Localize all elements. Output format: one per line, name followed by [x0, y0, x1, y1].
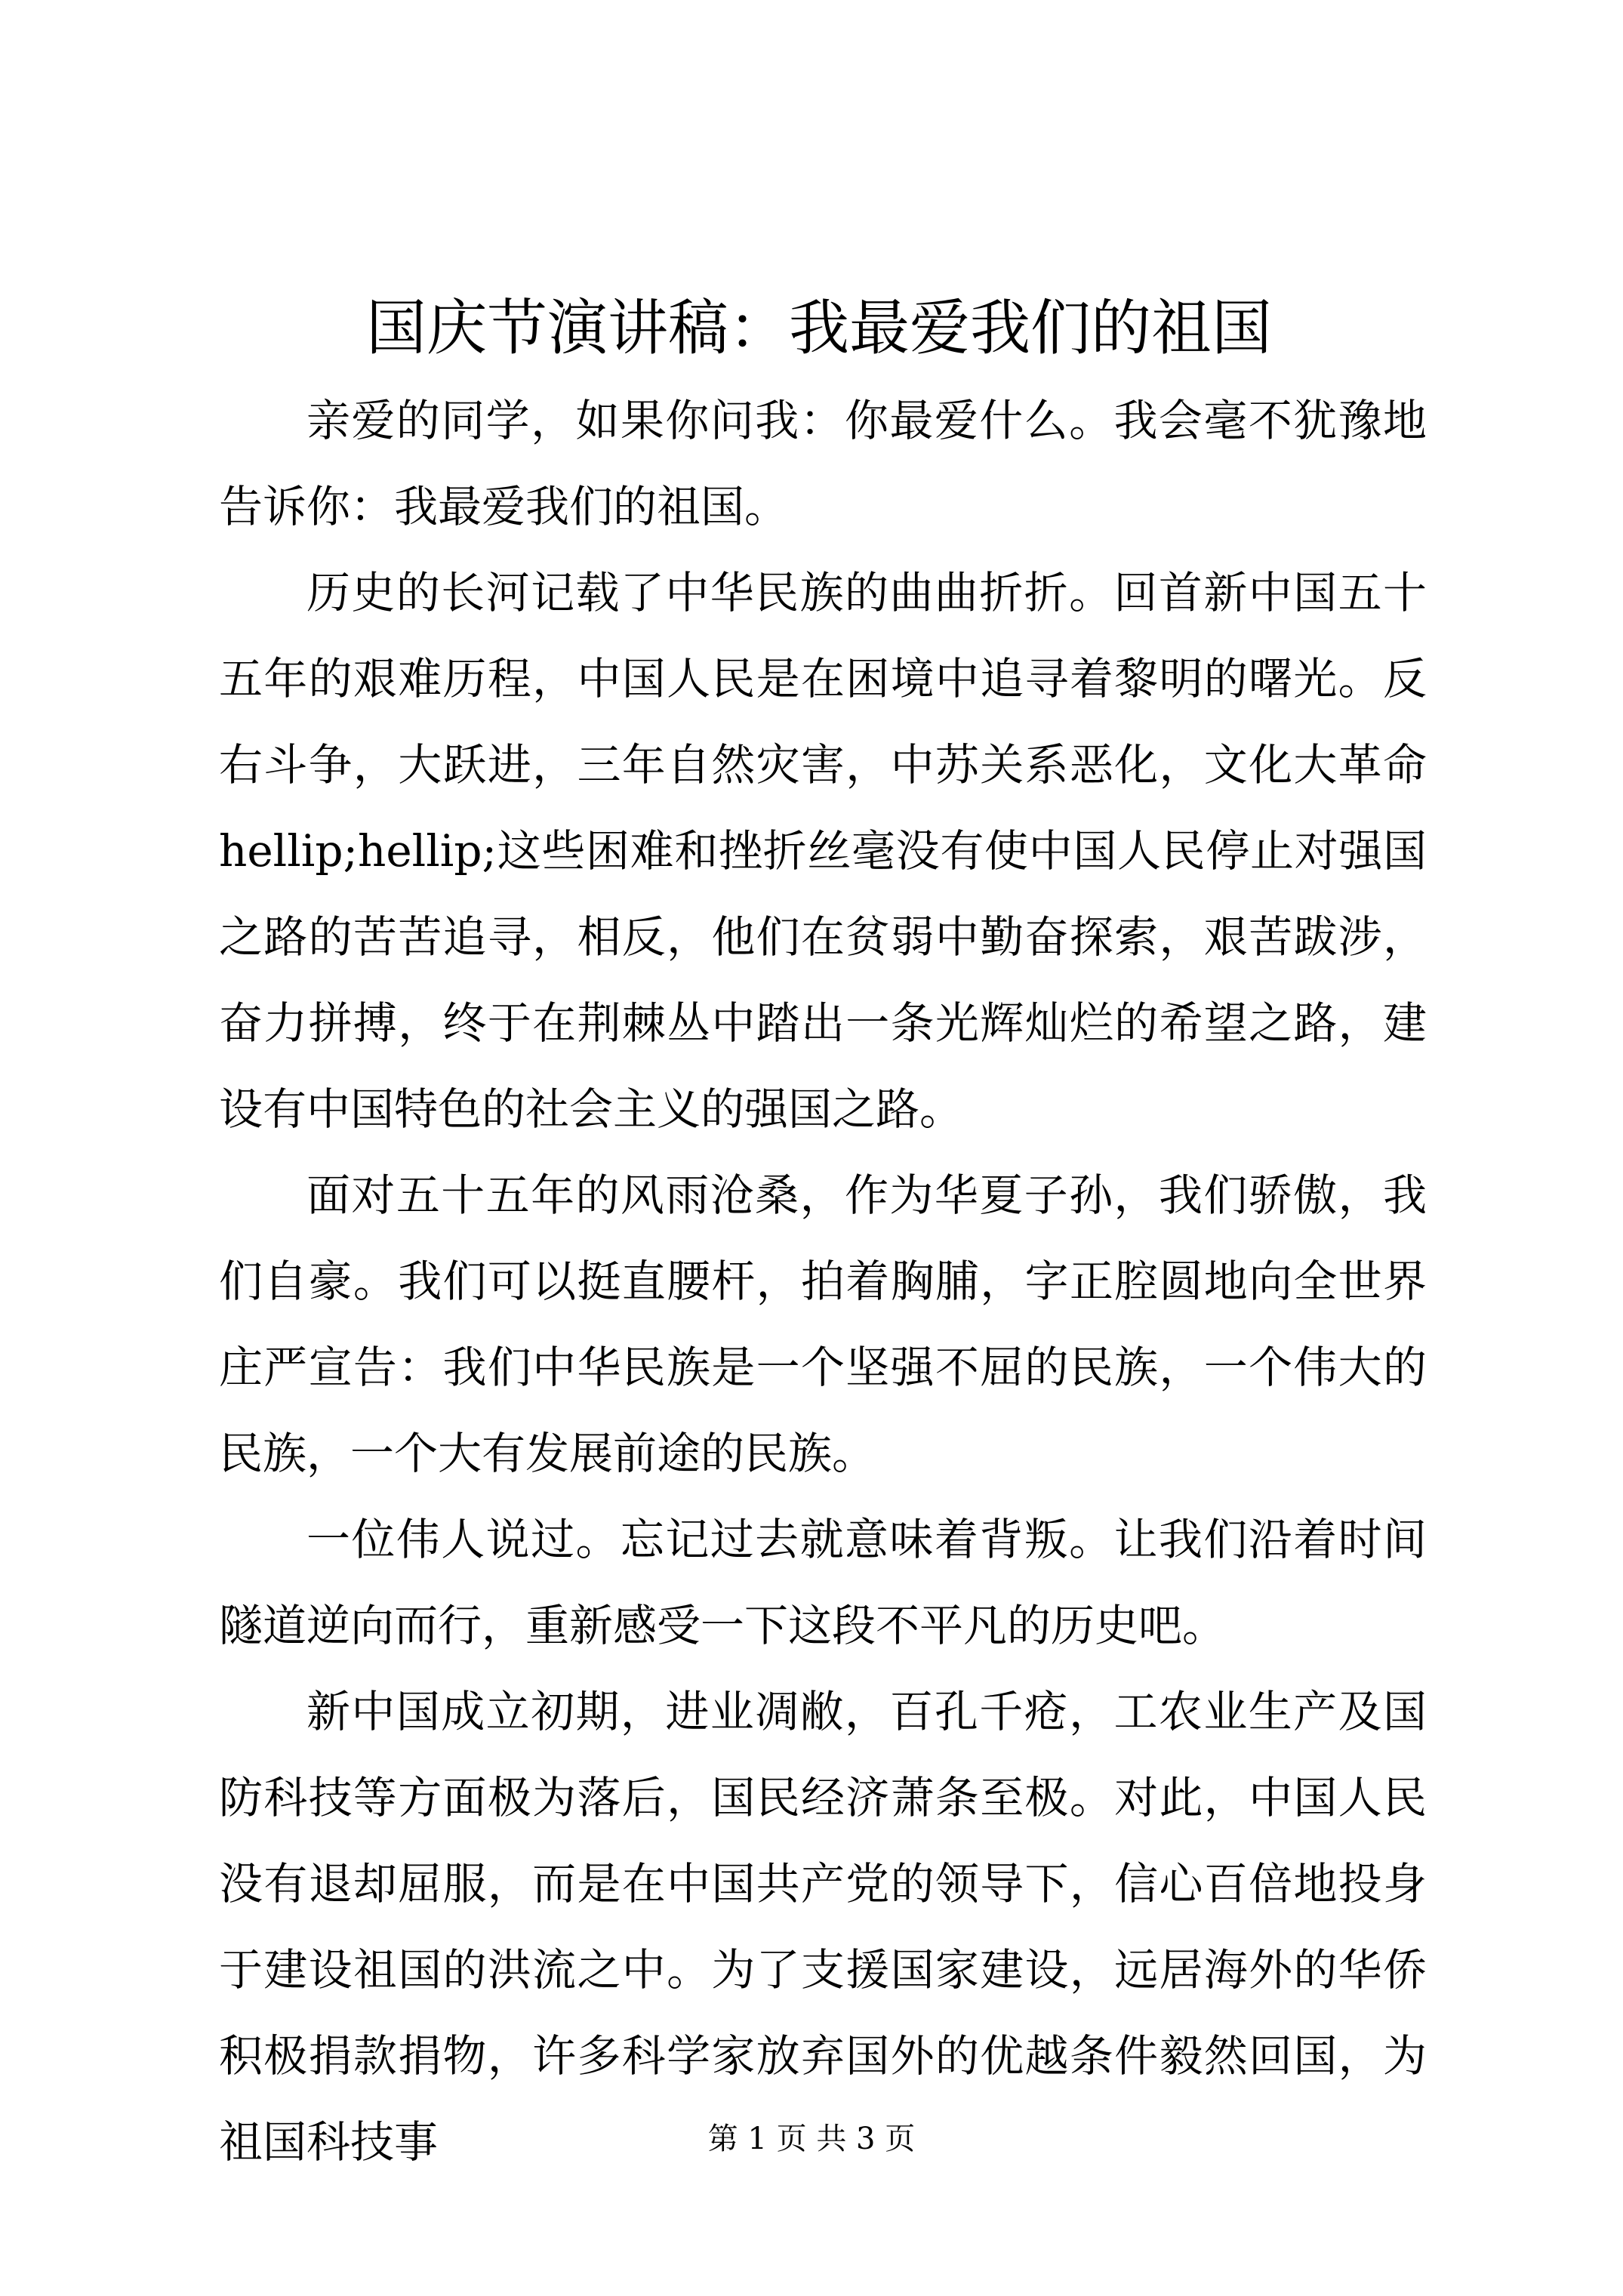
- paragraph-2: 历史的长河记载了中华民族的曲曲折折。回首新中国五十五年的艰难历程，中国人民是在困境中追寻着黎明的曙光。反右斗争，大跃进，三年自然灾害，中苏关系恶化，文化大革命hellip;hellip;这些困难和挫折丝毫没有使中国人民停止对强国之路的苦苦追寻，相反，他们在贫弱中勤奋探索，艰苦跋涉，奋力拼搏，终于在荆棘丛中踏出一条光辉灿烂的希望之路，建设有中国特色的社会主义的强国之路。: [219, 567, 1427, 1135]
- page-title: 国庆节演讲稿：我最爱我们的祖国: [366, 293, 1272, 363]
- paragraph-1: 亲爱的同学，如果你问我：你最爱什么。我会毫不犹豫地告诉你：我最爱我们的祖国。: [219, 395, 1427, 532]
- document-body: [219, 378, 1427, 2185]
- page-footer: 第 1 页 共 3 页: [707, 2122, 916, 2156]
- paragraph-4: 一位伟人说过。忘记过去就意味着背叛。让我们沿着时间隧道逆向而行，重新感受一下这段不平凡的历史吧。: [219, 1514, 1427, 1651]
- paragraph-5: 新中国成立初期，进业凋敝，百孔千疮，工农业生产及国防科技等方面极为落后，国民经济萧条至极。对此，中国人民没有退却屈服，而是在中国共产党的领导下，信心百倍地投身于建设祖国的洪流之中。为了支援国家建设，远居海外的华侨积极捐款捐物，许多科学家放弃国外的优越条件毅然回国，为祖国科技事: [219, 1686, 1427, 2168]
- paragraph-3: 面对五十五年的风雨沧桑，作为华夏子孙，我们骄傲，我们自豪。我们可以挺直腰杆，拍着胸脯，字正腔圆地向全世界庄严宣告：我们中华民族是一个坚强不屈的民族，一个伟大的民族，一个大有发展前途的民族。: [219, 1170, 1427, 1479]
